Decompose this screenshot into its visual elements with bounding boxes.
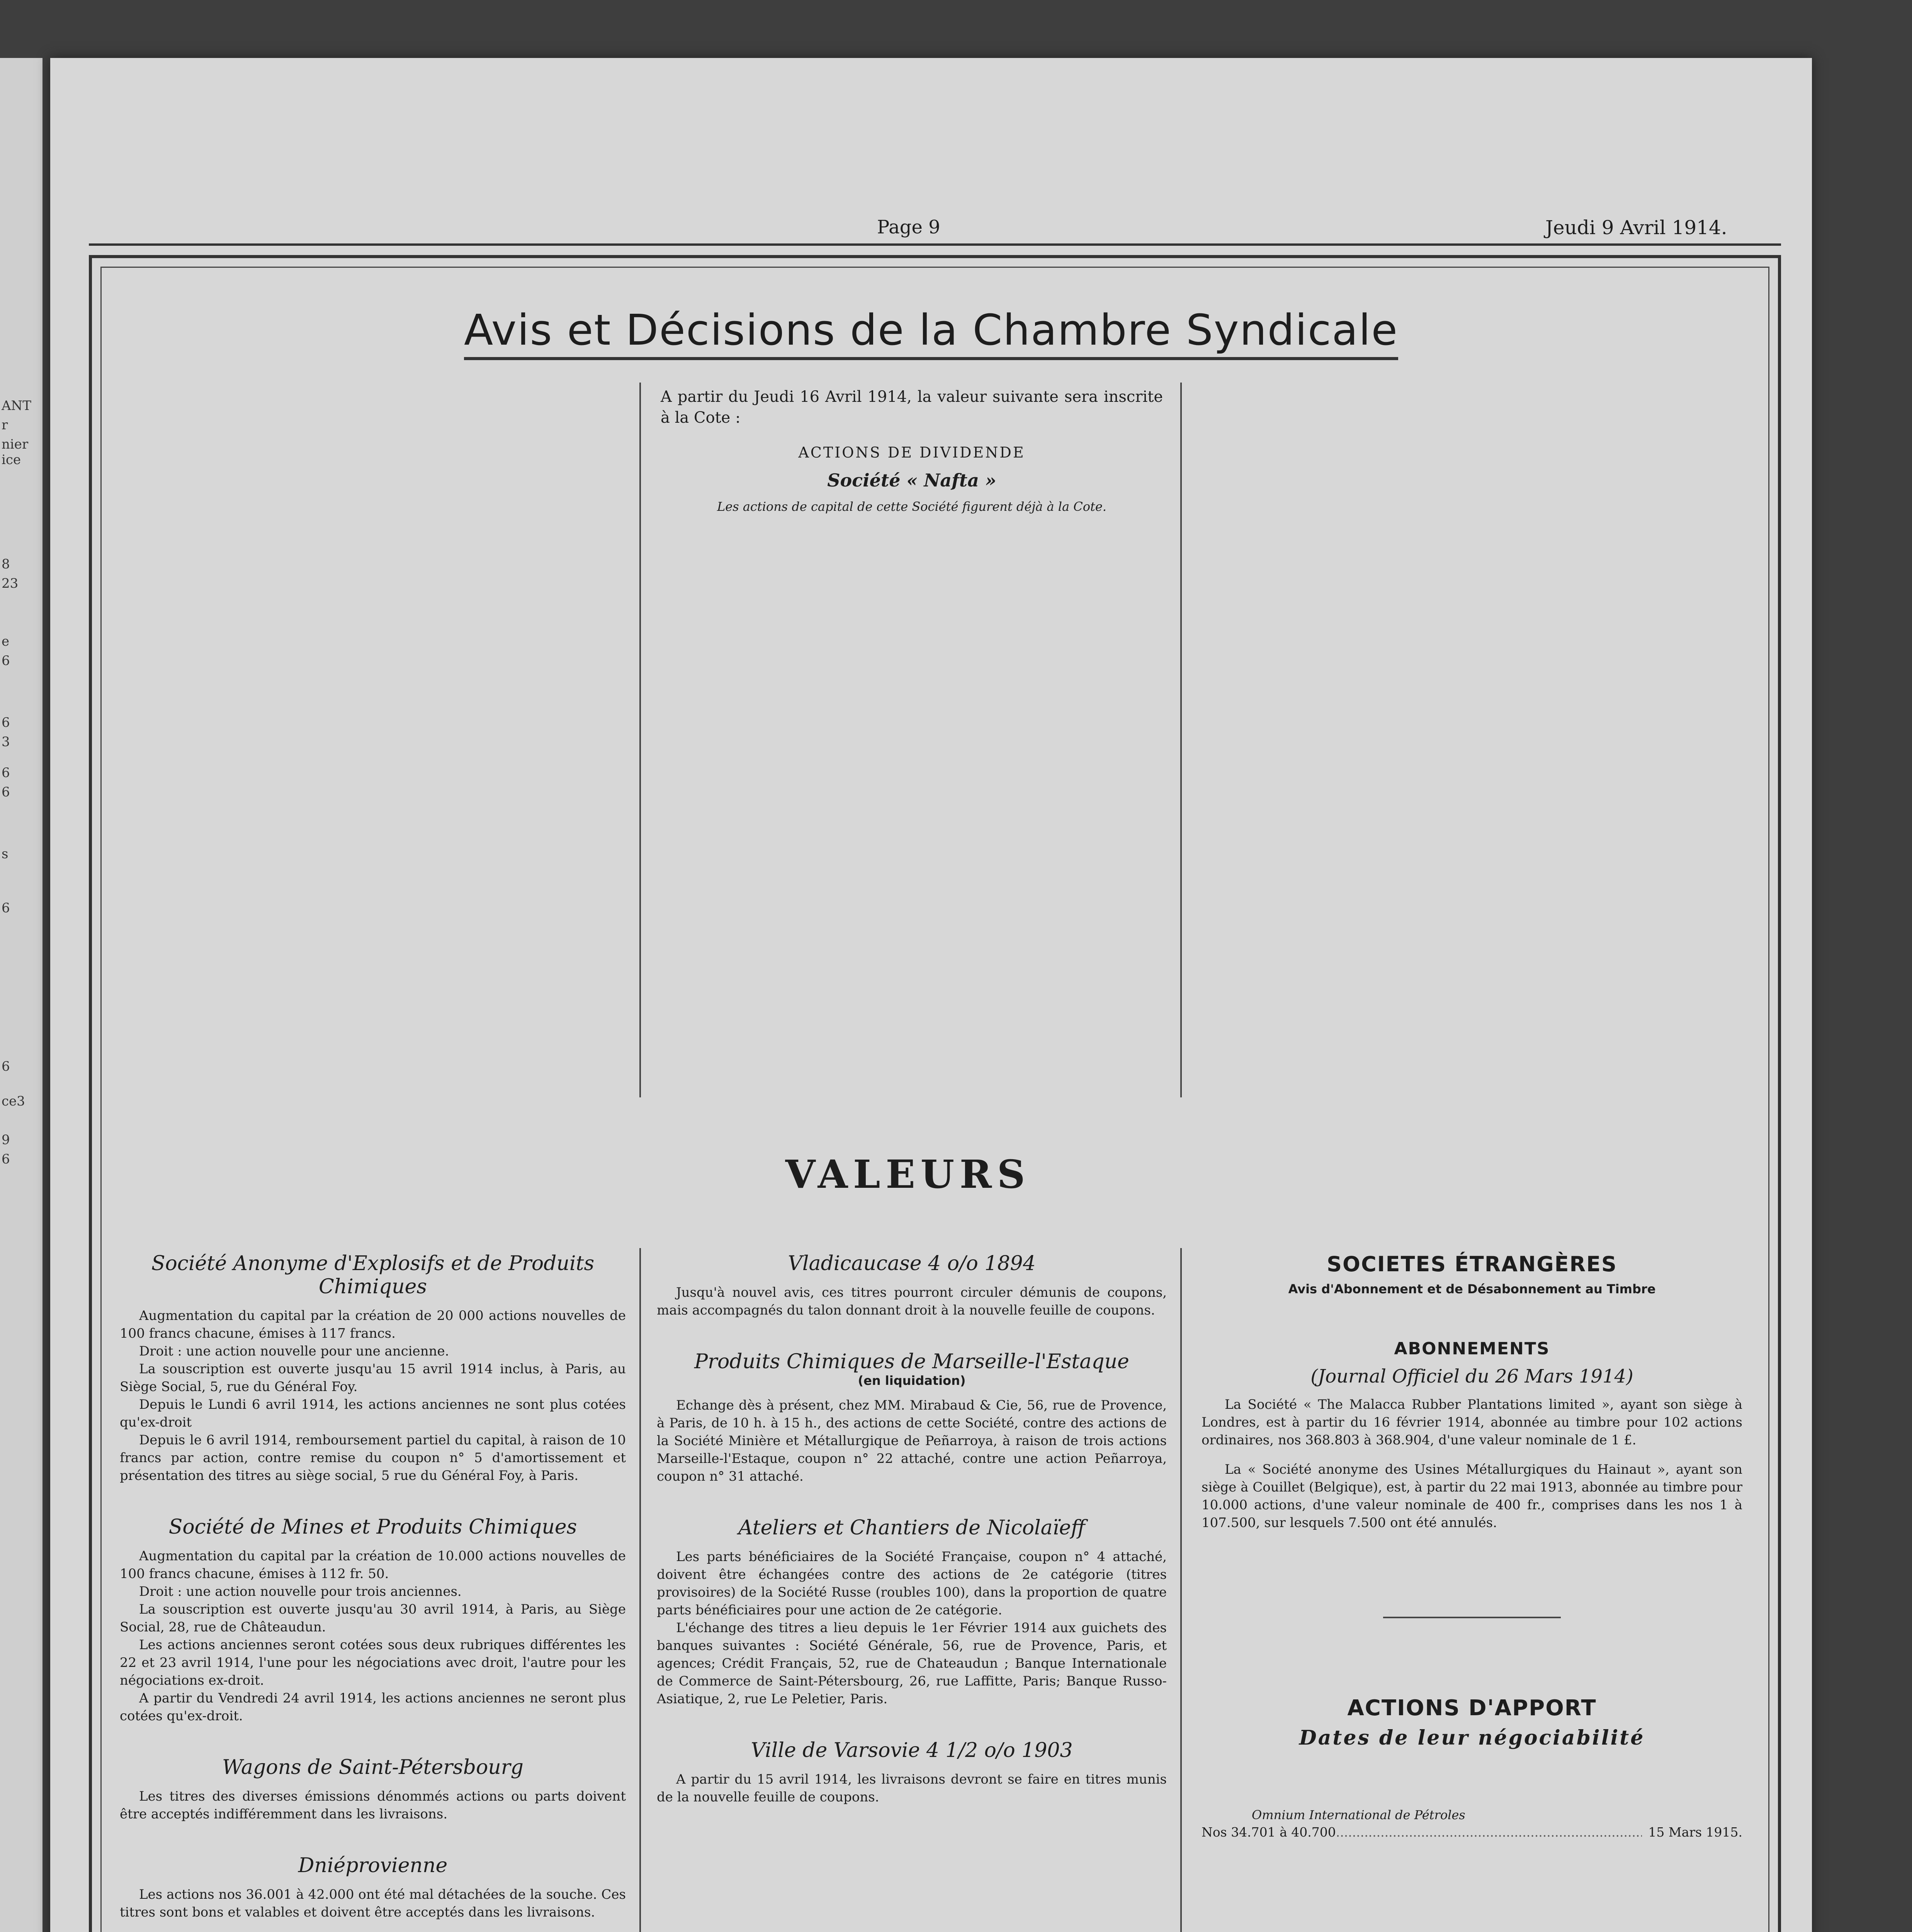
strip-fragment: 9 bbox=[2, 1132, 10, 1148]
valeurs-mid-article bbox=[657, 1350, 1167, 1485]
valeurs-left-article-title: Société de Mines et Produits Chimiques bbox=[168, 1515, 577, 1539]
issue-date: Jeudi 9 Avril 1914. bbox=[1545, 216, 1727, 239]
valeurs-left-article-para: La souscription est ouverte jusqu'au 15 avril 1914 inclus, à Paris, au Siège Social, 5, rue du Général Foy. bbox=[120, 1361, 626, 1395]
valeurs-left-article-para: Les actions anciennes seront cotées sous deux rubriques différentes les 22 et 23 avril 1914, l'une pour les négociations avec droit, l'autre pour les négociations ex-droit. bbox=[120, 1637, 626, 1688]
avis-intro: A partir du Jeudi 16 Avril 1914, la valeur suivante sera inscrite à la Cote : bbox=[661, 388, 1163, 427]
valeurs-mid-article bbox=[657, 1252, 1167, 1319]
valeurs-left-article-para: La souscription est ouverte jusqu'au 30 avril 1914, à Paris, au Siège Social, 28, rue de Châteaudun. bbox=[120, 1602, 626, 1635]
valeurs-middle-column bbox=[657, 1252, 1167, 1837]
avis-right-rule bbox=[1180, 383, 1182, 1097]
previous-page-strip bbox=[0, 58, 42, 1932]
strip-fragment: ce3 bbox=[2, 1094, 25, 1109]
strip-fragment: 6 bbox=[2, 715, 10, 730]
etrangeres-separator bbox=[1383, 1617, 1561, 1618]
valeurs-left-article-title: Dniéprovienne bbox=[298, 1854, 448, 1877]
valeurs-mid-article-para: Les parts bénéficiaires de la Société Française, coupon n° 4 attaché, doivent être échangées contre des actions de 2e catégorie (titres provisoires) de la Société Russe (roubles 100), dans la proportion de quatre parts bénéficiaires pour une action de 2e catégorie. bbox=[657, 1549, 1167, 1618]
valeurs-heading: VALEURS bbox=[785, 1151, 1031, 1197]
valeurs-left-article-para: Droit : une action nouvelle pour une ancienne. bbox=[139, 1344, 449, 1359]
societes-etrangeres bbox=[1202, 1252, 1742, 1840]
societes-title: SOCIETES ÉTRANGÈRES bbox=[1327, 1252, 1617, 1276]
strip-fragment: r bbox=[2, 417, 8, 433]
valeurs-left-article-para: Les actions nos 36.001 à 42.000 ont été mal détachées de la souche. Ces titres sont bons et valables et doivent être acceptés dans les livraisons. bbox=[120, 1887, 626, 1920]
apport-heading: ACTIONS D'APPORT bbox=[1347, 1696, 1597, 1721]
valeurs-mid-article-title: Ville de Varsovie 4 1/2 o/o 1903 bbox=[751, 1739, 1073, 1762]
strip-fragment: 23 bbox=[2, 576, 19, 591]
valeurs-left-article-para: Augmentation du capital par la création de 10.000 actions nouvelles de 100 francs chacune, émises à 112 fr. 50. bbox=[120, 1548, 626, 1582]
strip-fragment: nier bbox=[2, 437, 29, 452]
valeurs-left-article-title: Société Anonyme d'Explosifs et de Produits Chimiques bbox=[151, 1252, 595, 1298]
page-title: Avis et Décisions de la Chambre Syndicale bbox=[50, 305, 1812, 355]
strip-fragment: 6 bbox=[2, 765, 10, 781]
strip-fragment: 6 bbox=[2, 1059, 10, 1074]
valeurs-mid-article-title: Produits Chimiques de Marseille-l'Estaque bbox=[694, 1350, 1129, 1373]
societes-subtitle: Avis d'Abonnement et de Désabonnement au Timbre bbox=[1288, 1282, 1656, 1296]
apport-company: Omnium International de Pétroles bbox=[1252, 1808, 1465, 1822]
valeurs-mid-article-title: Ateliers et Chantiers de Nicolaïeff bbox=[738, 1516, 1085, 1539]
abonnements-source: (Journal Officiel du 26 Mars 1914) bbox=[1310, 1366, 1633, 1387]
strip-fragment: ANT bbox=[2, 398, 31, 413]
avis-category: ACTIONS DE DIVIDENDE bbox=[798, 444, 1025, 461]
page-number: Page 9 bbox=[877, 216, 940, 238]
newspaper-page bbox=[50, 58, 1812, 1932]
strip-fragment: 6 bbox=[2, 653, 10, 668]
valeurs-left-article bbox=[120, 1252, 626, 1485]
strip-fragment: 6 bbox=[2, 1151, 10, 1167]
valeurs-left-article bbox=[120, 1515, 626, 1725]
valeurs-left-article-para: Augmentation du capital par la création de 20 000 actions nouvelles de 100 francs chacune, émises à 117 francs. bbox=[120, 1308, 626, 1341]
apport-subtitle: Dates de leur négociabilité bbox=[1299, 1726, 1645, 1750]
strip-fragment: s bbox=[2, 846, 8, 862]
valeurs-mid-article-title: Vladicaucase 4 o/o 1894 bbox=[788, 1252, 1036, 1275]
abonnements-heading: ABONNEMENTS bbox=[1394, 1339, 1550, 1359]
valeurs-mid-article-para: A partir du 15 avril 1914, les livraisons devront se faire en titres munis de la nouvelle feuille de coupons. bbox=[657, 1772, 1167, 1805]
valeurs-left-article bbox=[120, 1854, 626, 1921]
abonnement-para-1: La Société « The Malacca Rubber Plantations limited », ayant son siège à Londres, est à partir du 16 février 1914, abonnée au timbre pour 102 actions ordinaires, nos 368.803 à 368.904, d'une valeur nominale de 1 £. bbox=[1202, 1397, 1742, 1448]
valeurs-rule-1 bbox=[639, 1248, 641, 1932]
top-rule bbox=[89, 243, 1781, 246]
valeurs-mid-article bbox=[657, 1516, 1167, 1708]
valeurs-mid-article-para: L'échange des titres a lieu depuis le 1er Février 1914 aux guichets des banques suivantes : Société Générale, 56, rue de Provence, Paris, et agences; Crédit Français, 52, rue de Chateaudun ; Banque Internationale de Commerce de Saint-Pétersbourg, 26, rue Laffitte, Paris; Banque Russo-Asiatique, 2, rue Le Peletier, Paris. bbox=[657, 1620, 1167, 1707]
strip-fragment: ice bbox=[2, 452, 21, 468]
valeurs-left-article-para: Depuis le Lundi 6 avril 1914, les actions anciennes ne sont plus cotées qu'ex-droit bbox=[120, 1397, 626, 1430]
strip-fragment: 6 bbox=[2, 900, 10, 916]
valeurs-left-article-para: Droit : une action nouvelle pour trois anciennes. bbox=[139, 1584, 462, 1599]
valeurs-rule-2 bbox=[1180, 1248, 1182, 1932]
valeurs-mid-article-subtitle: (en liquidation) bbox=[858, 1373, 966, 1388]
valeurs-mid-article bbox=[657, 1739, 1167, 1806]
strip-fragment: 8 bbox=[2, 556, 10, 572]
strip-fragment: e bbox=[2, 634, 10, 649]
valeurs-left-article-title: Wagons de Saint-Pétersbourg bbox=[222, 1756, 523, 1779]
valeurs-mid-article-para: Echange dès à présent, chez MM. Mirabaud & Cie, 56, rue de Provence, à Paris, de 10 h. à 15 h., des actions de cette Société, contre des actions de la Société Minière et Métallurgique de Peñarroya, à raison de trois actions Marseille-l'Estaque, coupon n° 22 attaché, contre une action Peñarroya, coupon n° 31 attaché. bbox=[657, 1398, 1167, 1484]
avis-company: Société « Nafta » bbox=[827, 470, 996, 491]
valeurs-left-article-para: Depuis le 6 avril 1914, remboursement partiel du capital, à raison de 10 francs par action, contre remise du coupon n° 5 d'amortissement et présentation des titres au siège social, 5 rue du Général Foy, à Paris. bbox=[120, 1432, 626, 1483]
valeurs-left-column bbox=[120, 1252, 626, 1932]
abonnement-para-2: La « Société anonyme des Usines Métallurgiques du Hainaut », ayant son siège à Couillet (Belgique), est, à partir du 22 mai 1913, abonnée au timbre pour 10.000 actions, d'une valeur nominale de 400 fr., comprises dans les nos 1 à 107.500, sur lesquels 7.500 ont été annulés. bbox=[1202, 1462, 1742, 1531]
avis-box bbox=[661, 386, 1163, 515]
valeurs-left-article-para: A partir du Vendredi 24 avril 1914, les actions anciennes ne seront plus cotées qu'ex-droit. bbox=[120, 1690, 626, 1724]
apport-row: Nos 34.701 à 40.700 ..... 15 Mars 1915. bbox=[1202, 1825, 1742, 1840]
strip-fragment: 6 bbox=[2, 784, 10, 800]
valeurs-mid-article-para: Jusqu'à nouvel avis, ces titres pourront circuler démunis de coupons, mais accompagnés du talon donnant droit à la nouvelle feuille de coupons. bbox=[657, 1285, 1167, 1318]
avis-left-rule bbox=[639, 383, 641, 1097]
avis-note: Les actions de capital de cette Société figurent déjà à la Cote. bbox=[717, 499, 1106, 514]
valeurs-left-article bbox=[120, 1756, 626, 1823]
strip-fragment: 3 bbox=[2, 734, 10, 750]
valeurs-left-article-para: Les titres des diverses émissions dénommés actions ou parts doivent être acceptés indifféremment dans les livraisons. bbox=[120, 1789, 626, 1822]
